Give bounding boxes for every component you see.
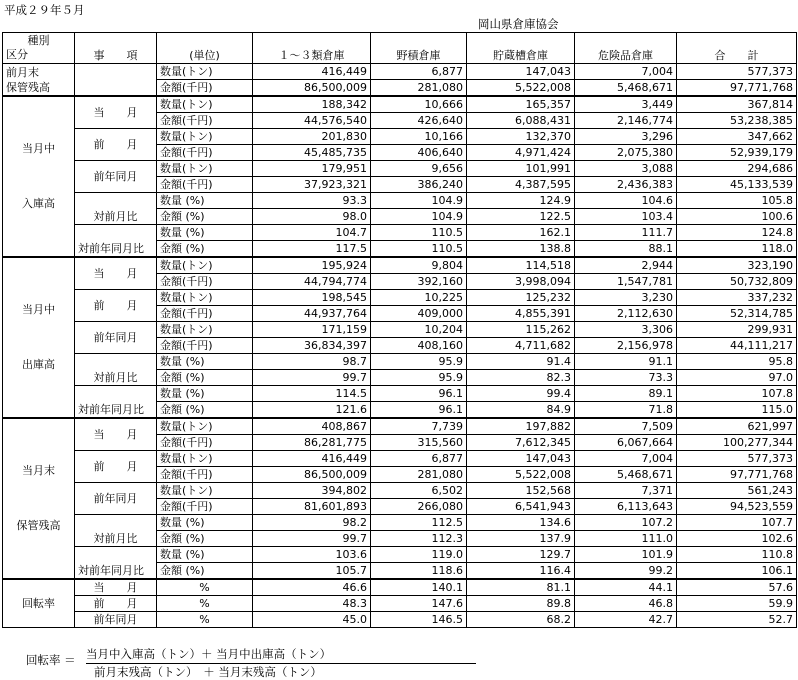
unit-cell: % bbox=[157, 612, 253, 628]
value-cell: 102.6 bbox=[677, 531, 797, 547]
unit-cell: 金額 (%) bbox=[157, 209, 253, 225]
value-cell: 104.6 bbox=[575, 193, 677, 209]
value-cell: 86,500,009 bbox=[253, 467, 371, 483]
value-cell: 3,296 bbox=[575, 129, 677, 145]
value-cell: 147,043 bbox=[467, 64, 575, 80]
unit-cell: 金額 (%) bbox=[157, 563, 253, 580]
value-cell: 82.3 bbox=[467, 370, 575, 386]
value-cell: 46.8 bbox=[575, 596, 677, 612]
value-cell: 146.5 bbox=[371, 612, 467, 628]
value-cell: 101.9 bbox=[575, 547, 677, 563]
table-row bbox=[3, 193, 797, 209]
value-cell: 44.1 bbox=[575, 579, 677, 596]
value-cell: 577,373 bbox=[677, 64, 797, 80]
subitem-label: 対前月比 bbox=[75, 193, 157, 225]
section-label-outbound bbox=[3, 257, 75, 418]
section-label-prev-end bbox=[3, 64, 75, 97]
section-label-line2: 保管残高 bbox=[16, 519, 61, 532]
value-cell: 95.8 bbox=[677, 354, 797, 370]
value-cell: 99.7 bbox=[253, 370, 371, 386]
unit-cell: 数量(トン) bbox=[157, 96, 253, 113]
value-cell: 114.5 bbox=[253, 386, 371, 402]
table-row bbox=[3, 354, 797, 370]
value-cell: 42.7 bbox=[575, 612, 677, 628]
value-cell: 3,306 bbox=[575, 322, 677, 338]
unit-cell: 数量 (%) bbox=[157, 193, 253, 209]
value-cell: 4,711,682 bbox=[467, 338, 575, 354]
value-cell: 152,568 bbox=[467, 483, 575, 499]
value-cell: 406,640 bbox=[371, 145, 467, 161]
subitem-label: 対前年同月比 bbox=[75, 386, 157, 419]
header-unit: (単位) bbox=[157, 33, 253, 64]
table-row bbox=[3, 386, 797, 402]
value-cell: 299,931 bbox=[677, 322, 797, 338]
header-col-4: 危険品倉庫 bbox=[575, 33, 677, 64]
table-row bbox=[3, 579, 797, 596]
value-cell: 89.8 bbox=[467, 596, 575, 612]
section-label-inbound bbox=[3, 96, 75, 257]
value-cell: 6,113,643 bbox=[575, 499, 677, 515]
value-cell: 97,771,768 bbox=[677, 467, 797, 483]
value-cell: 110.5 bbox=[371, 241, 467, 258]
value-cell: 132,370 bbox=[467, 129, 575, 145]
value-cell: 45,485,735 bbox=[253, 145, 371, 161]
value-cell: 6,541,943 bbox=[467, 499, 575, 515]
value-cell: 6,067,664 bbox=[575, 435, 677, 451]
table-row bbox=[3, 451, 797, 467]
value-cell: 1,547,781 bbox=[575, 274, 677, 290]
unit-cell: 数量 (%) bbox=[157, 515, 253, 531]
section-label-line1: 当月中 bbox=[22, 142, 55, 155]
value-cell: 52,939,179 bbox=[677, 145, 797, 161]
value-cell: 281,080 bbox=[371, 80, 467, 97]
unit-cell: 数量(トン) bbox=[157, 129, 253, 145]
value-cell: 94,523,559 bbox=[677, 499, 797, 515]
subitem-label: 対前年同月比 bbox=[75, 547, 157, 580]
value-cell: 81.1 bbox=[467, 579, 575, 596]
value-cell: 408,160 bbox=[371, 338, 467, 354]
organization-name: 岡山県倉庫協会 bbox=[478, 17, 559, 31]
value-cell: 2,075,380 bbox=[575, 145, 677, 161]
value-cell: 99.2 bbox=[575, 563, 677, 580]
subitem-label: 前年同月 bbox=[75, 612, 157, 628]
value-cell: 97,771,768 bbox=[677, 80, 797, 97]
unit-cell: 金額(千円) bbox=[157, 177, 253, 193]
value-cell: 37,923,321 bbox=[253, 177, 371, 193]
value-cell: 3,449 bbox=[575, 96, 677, 113]
subitem-empty bbox=[75, 64, 157, 97]
value-cell: 104.9 bbox=[371, 209, 467, 225]
value-cell: 53,238,385 bbox=[677, 113, 797, 129]
value-cell: 2,436,383 bbox=[575, 177, 677, 193]
unit-cell: 金額(千円) bbox=[157, 338, 253, 354]
unit-cell: 金額 (%) bbox=[157, 402, 253, 419]
subitem-label: 当 月 bbox=[75, 418, 157, 451]
table-row bbox=[3, 596, 797, 612]
value-cell: 93.3 bbox=[253, 193, 371, 209]
value-cell: 114,518 bbox=[467, 257, 575, 274]
value-cell: 6,088,431 bbox=[467, 113, 575, 129]
value-cell: 386,240 bbox=[371, 177, 467, 193]
value-cell: 162.1 bbox=[467, 225, 575, 241]
value-cell: 71.8 bbox=[575, 402, 677, 419]
value-cell: 86,500,009 bbox=[253, 80, 371, 97]
value-cell: 621,997 bbox=[677, 418, 797, 435]
value-cell: 4,855,391 bbox=[467, 306, 575, 322]
value-cell: 110.5 bbox=[371, 225, 467, 241]
value-cell: 409,000 bbox=[371, 306, 467, 322]
section-label-turnover: 回転率 bbox=[3, 579, 75, 628]
table-row bbox=[3, 515, 797, 531]
value-cell: 45.0 bbox=[253, 612, 371, 628]
subitem-label: 前 月 bbox=[75, 451, 157, 483]
unit-cell: 金額(千円) bbox=[157, 113, 253, 129]
value-cell: 88.1 bbox=[575, 241, 677, 258]
value-cell: 367,814 bbox=[677, 96, 797, 113]
header-col-total: 合 計 bbox=[677, 33, 797, 64]
value-cell: 7,004 bbox=[575, 451, 677, 467]
value-cell: 5,522,008 bbox=[467, 80, 575, 97]
value-cell: 116.4 bbox=[467, 563, 575, 580]
value-cell: 6,877 bbox=[371, 64, 467, 80]
value-cell: 416,449 bbox=[253, 451, 371, 467]
value-cell: 323,190 bbox=[677, 257, 797, 274]
subitem-label: 当 月 bbox=[75, 96, 157, 129]
value-cell: 392,160 bbox=[371, 274, 467, 290]
value-cell: 100.6 bbox=[677, 209, 797, 225]
value-cell: 110.8 bbox=[677, 547, 797, 563]
value-cell: 165,357 bbox=[467, 96, 575, 113]
value-cell: 117.5 bbox=[253, 241, 371, 258]
value-cell: 134.6 bbox=[467, 515, 575, 531]
subitem-label: 前 月 bbox=[75, 596, 157, 612]
table-row bbox=[3, 483, 797, 499]
value-cell: 10,204 bbox=[371, 322, 467, 338]
value-cell: 7,004 bbox=[575, 64, 677, 80]
value-cell: 48.3 bbox=[253, 596, 371, 612]
value-cell: 5,522,008 bbox=[467, 467, 575, 483]
value-cell: 103.4 bbox=[575, 209, 677, 225]
unit-cell: 数量 (%) bbox=[157, 547, 253, 563]
table-row bbox=[3, 612, 797, 628]
unit-cell: 金額(千円) bbox=[157, 467, 253, 483]
value-cell: 2,112,630 bbox=[575, 306, 677, 322]
value-cell: 9,804 bbox=[371, 257, 467, 274]
header-col-2: 野積倉庫 bbox=[371, 33, 467, 64]
value-cell: 188,342 bbox=[253, 96, 371, 113]
unit-cell: 金額 (%) bbox=[157, 370, 253, 386]
header-col-1: １～３類倉庫 bbox=[253, 33, 371, 64]
header-kubun-top: 種別 bbox=[27, 34, 50, 47]
unit-cell: 数量(トン) bbox=[157, 483, 253, 499]
unit-cell: 数量 (%) bbox=[157, 354, 253, 370]
value-cell: 106.1 bbox=[677, 563, 797, 580]
value-cell: 197,882 bbox=[467, 418, 575, 435]
value-cell: 6,877 bbox=[371, 451, 467, 467]
value-cell: 281,080 bbox=[371, 467, 467, 483]
value-cell: 44,576,540 bbox=[253, 113, 371, 129]
header-jikou: 事 項 bbox=[75, 33, 157, 64]
warehouse-statistics-table bbox=[2, 32, 797, 628]
value-cell: 119.0 bbox=[371, 547, 467, 563]
unit-cell: 数量 (%) bbox=[157, 225, 253, 241]
value-cell: 44,794,774 bbox=[253, 274, 371, 290]
value-cell: 577,373 bbox=[677, 451, 797, 467]
value-cell: 198,545 bbox=[253, 290, 371, 306]
value-cell: 6,502 bbox=[371, 483, 467, 499]
subitem-label: 当 月 bbox=[75, 257, 157, 290]
value-cell: 36,834,397 bbox=[253, 338, 371, 354]
value-cell: 86,281,775 bbox=[253, 435, 371, 451]
unit-cell: 数量(トン) bbox=[157, 418, 253, 435]
value-cell: 44,937,764 bbox=[253, 306, 371, 322]
value-cell: 99.4 bbox=[467, 386, 575, 402]
value-cell: 57.6 bbox=[677, 579, 797, 596]
formula-denominator: 前月末残高（トン） ＋ 当月末残高（トン） bbox=[94, 665, 322, 679]
subitem-label: 前年同月 bbox=[75, 483, 157, 515]
value-cell: 68.2 bbox=[467, 612, 575, 628]
value-cell: 5,468,671 bbox=[575, 467, 677, 483]
value-cell: 147,043 bbox=[467, 451, 575, 467]
value-cell: 3,088 bbox=[575, 161, 677, 177]
value-cell: 10,166 bbox=[371, 129, 467, 145]
table-row bbox=[3, 257, 797, 274]
value-cell: 138.8 bbox=[467, 241, 575, 258]
value-cell: 195,924 bbox=[253, 257, 371, 274]
value-cell: 416,449 bbox=[253, 64, 371, 80]
unit-cell: 金額(千円) bbox=[157, 306, 253, 322]
value-cell: 104.9 bbox=[371, 193, 467, 209]
value-cell: 44,111,217 bbox=[677, 338, 797, 354]
subitem-label: 対前月比 bbox=[75, 354, 157, 386]
value-cell: 95.9 bbox=[371, 370, 467, 386]
value-cell: 107.8 bbox=[677, 386, 797, 402]
value-cell: 89.1 bbox=[575, 386, 677, 402]
value-cell: 52.7 bbox=[677, 612, 797, 628]
value-cell: 10,225 bbox=[371, 290, 467, 306]
value-cell: 7,509 bbox=[575, 418, 677, 435]
value-cell: 4,971,424 bbox=[467, 145, 575, 161]
value-cell: 99.7 bbox=[253, 531, 371, 547]
section-label-line2: 入庫高 bbox=[22, 197, 55, 210]
value-cell: 171,159 bbox=[253, 322, 371, 338]
value-cell: 101,991 bbox=[467, 161, 575, 177]
subitem-label: 前年同月 bbox=[75, 322, 157, 354]
value-cell: 3,998,094 bbox=[467, 274, 575, 290]
value-cell: 3,230 bbox=[575, 290, 677, 306]
value-cell: 107.2 bbox=[575, 515, 677, 531]
section-label-line2: 保管残高 bbox=[6, 80, 50, 94]
unit-cell: 数量(トン) bbox=[157, 290, 253, 306]
value-cell: 59.9 bbox=[677, 596, 797, 612]
value-cell: 7,612,345 bbox=[467, 435, 575, 451]
subitem-label: 前 月 bbox=[75, 129, 157, 161]
value-cell: 105.8 bbox=[677, 193, 797, 209]
value-cell: 337,232 bbox=[677, 290, 797, 306]
value-cell: 73.3 bbox=[575, 370, 677, 386]
value-cell: 10,666 bbox=[371, 96, 467, 113]
table-row bbox=[3, 129, 797, 145]
page-date: 平成２９年５月 bbox=[4, 3, 85, 17]
value-cell: 2,944 bbox=[575, 257, 677, 274]
value-cell: 347,662 bbox=[677, 129, 797, 145]
value-cell: 7,739 bbox=[371, 418, 467, 435]
value-cell: 97.0 bbox=[677, 370, 797, 386]
section-label-line1: 当月中 bbox=[22, 303, 55, 316]
value-cell: 147.6 bbox=[371, 596, 467, 612]
value-cell: 124.8 bbox=[677, 225, 797, 241]
value-cell: 96.1 bbox=[371, 402, 467, 419]
subitem-label: 前 月 bbox=[75, 290, 157, 322]
value-cell: 408,867 bbox=[253, 418, 371, 435]
unit-cell: 数量 (%) bbox=[157, 386, 253, 402]
value-cell: 45,133,539 bbox=[677, 177, 797, 193]
value-cell: 50,732,809 bbox=[677, 274, 797, 290]
subitem-label: 前年同月 bbox=[75, 161, 157, 193]
value-cell: 179,951 bbox=[253, 161, 371, 177]
section-label-line2: 出庫高 bbox=[22, 358, 55, 371]
unit-cell: 金額(千円) bbox=[157, 435, 253, 451]
formula-numerator: 当月中入庫高（トン）＋ 当月中出庫高（トン） bbox=[86, 646, 476, 664]
value-cell: 111.0 bbox=[575, 531, 677, 547]
value-cell: 121.6 bbox=[253, 402, 371, 419]
value-cell: 124.9 bbox=[467, 193, 575, 209]
value-cell: 201,830 bbox=[253, 129, 371, 145]
unit-cell: 金額(千円) bbox=[157, 80, 253, 97]
subitem-label: 対前月比 bbox=[75, 515, 157, 547]
value-cell: 46.6 bbox=[253, 579, 371, 596]
value-cell: 426,640 bbox=[371, 113, 467, 129]
table-row bbox=[3, 547, 797, 563]
value-cell: 104.7 bbox=[253, 225, 371, 241]
value-cell: 91.4 bbox=[467, 354, 575, 370]
section-label-line1: 当月末 bbox=[22, 464, 55, 477]
unit-cell: % bbox=[157, 579, 253, 596]
value-cell: 96.1 bbox=[371, 386, 467, 402]
value-cell: 122.5 bbox=[467, 209, 575, 225]
value-cell: 115,262 bbox=[467, 322, 575, 338]
unit-cell: 金額(千円) bbox=[157, 499, 253, 515]
value-cell: 2,146,774 bbox=[575, 113, 677, 129]
value-cell: 105.7 bbox=[253, 563, 371, 580]
table-row bbox=[3, 418, 797, 435]
unit-cell: 金額(千円) bbox=[157, 145, 253, 161]
value-cell: 140.1 bbox=[371, 579, 467, 596]
unit-cell: 金額 (%) bbox=[157, 531, 253, 547]
table-row bbox=[3, 64, 797, 80]
table-row bbox=[3, 161, 797, 177]
section-label-line1: 前月末 bbox=[6, 65, 39, 79]
value-cell: 5,468,671 bbox=[575, 80, 677, 97]
value-cell: 84.9 bbox=[467, 402, 575, 419]
value-cell: 4,387,595 bbox=[467, 177, 575, 193]
value-cell: 315,560 bbox=[371, 435, 467, 451]
unit-cell: 数量(トン) bbox=[157, 451, 253, 467]
table-row bbox=[3, 225, 797, 241]
table-row bbox=[3, 290, 797, 306]
value-cell: 112.5 bbox=[371, 515, 467, 531]
header-col-3: 貯蔵槽倉庫 bbox=[467, 33, 575, 64]
value-cell: 52,314,785 bbox=[677, 306, 797, 322]
value-cell: 115.0 bbox=[677, 402, 797, 419]
unit-cell: 金額(千円) bbox=[157, 274, 253, 290]
value-cell: 107.7 bbox=[677, 515, 797, 531]
value-cell: 129.7 bbox=[467, 547, 575, 563]
value-cell: 98.0 bbox=[253, 209, 371, 225]
unit-cell: 数量(トン) bbox=[157, 322, 253, 338]
value-cell: 98.2 bbox=[253, 515, 371, 531]
table-row bbox=[3, 96, 797, 113]
header-kubun bbox=[3, 33, 75, 64]
section-label-current_end bbox=[3, 418, 75, 579]
unit-cell: 金額 (%) bbox=[157, 241, 253, 258]
value-cell: 118.6 bbox=[371, 563, 467, 580]
value-cell: 2,156,978 bbox=[575, 338, 677, 354]
value-cell: 111.7 bbox=[575, 225, 677, 241]
unit-cell: % bbox=[157, 596, 253, 612]
value-cell: 7,371 bbox=[575, 483, 677, 499]
subitem-label: 当 月 bbox=[75, 579, 157, 596]
unit-cell: 数量(トン) bbox=[157, 257, 253, 274]
value-cell: 561,243 bbox=[677, 483, 797, 499]
unit-cell: 数量(トン) bbox=[157, 161, 253, 177]
value-cell: 125,232 bbox=[467, 290, 575, 306]
value-cell: 100,277,344 bbox=[677, 435, 797, 451]
value-cell: 98.7 bbox=[253, 354, 371, 370]
value-cell: 81,601,893 bbox=[253, 499, 371, 515]
value-cell: 9,656 bbox=[371, 161, 467, 177]
table-row bbox=[3, 322, 797, 338]
value-cell: 112.3 bbox=[371, 531, 467, 547]
value-cell: 266,080 bbox=[371, 499, 467, 515]
value-cell: 137.9 bbox=[467, 531, 575, 547]
value-cell: 95.9 bbox=[371, 354, 467, 370]
value-cell: 118.0 bbox=[677, 241, 797, 258]
value-cell: 91.1 bbox=[575, 354, 677, 370]
unit-cell: 数量(トン) bbox=[157, 64, 253, 80]
subitem-label: 対前年同月比 bbox=[75, 225, 157, 258]
value-cell: 394,802 bbox=[253, 483, 371, 499]
value-cell: 294,686 bbox=[677, 161, 797, 177]
value-cell: 103.6 bbox=[253, 547, 371, 563]
header-kubun-bottom: 区分 bbox=[6, 48, 28, 61]
formula-lhs: 回転率 ＝ bbox=[26, 653, 76, 667]
